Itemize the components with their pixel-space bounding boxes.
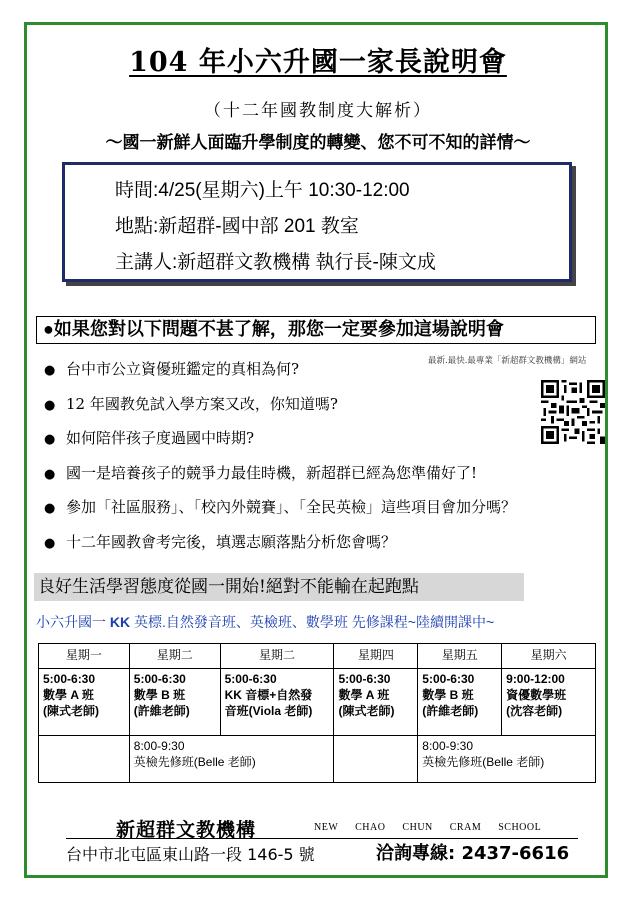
day-header: 星期五: [418, 644, 502, 669]
class-cell: 5:00-6:30 數學 B 班 (許維老師): [129, 669, 220, 736]
day-header: 星期二: [129, 644, 220, 669]
event-info-box: [62, 162, 572, 282]
qr-caption: 最新.最快.最專業「新超群文教機構」網站: [428, 356, 587, 366]
event-place: 地點:新超群-國中部 201 教室: [115, 216, 359, 237]
table-row: [39, 669, 596, 736]
class-cell: 5:00-6:30 數學 A 班 (陳式老師): [334, 669, 418, 736]
bullet-icon: ●: [44, 535, 56, 551]
question-list: [44, 352, 604, 559]
event-time: 時間:4/25(星期六)上午 10:30-12:00: [115, 180, 410, 201]
class-cell: 8:00-9:30 英檢先修班(Belle 老師): [418, 736, 596, 783]
bullet-icon: ●: [44, 466, 56, 482]
empty-cell: [334, 736, 418, 783]
list-item: ● 台中市公立資優班鑑定的真相為何?: [44, 352, 604, 387]
qr-code-icon[interactable]: [541, 380, 605, 444]
bullet-icon: ●: [44, 363, 56, 378]
page-title: 104 年小六升國一家長說明會: [129, 47, 507, 78]
tagline: ～國一新鮮人面臨升學制度的轉變、您不可不知的詳情～: [105, 133, 531, 153]
day-header: 星期四: [334, 644, 418, 669]
day-header: 星期二: [220, 644, 334, 669]
bullet-icon: ●: [44, 397, 56, 413]
page-subtitle: （十二年國教制度大解析）: [204, 101, 432, 121]
footer-address: 台中市北屯區東山路一段 146-5 號: [66, 845, 315, 864]
day-header: 星期六: [502, 644, 596, 669]
table-row: [39, 736, 596, 783]
footer-phone[interactable]: 洽詢專線: 2437-6616: [376, 843, 570, 864]
day-header: 星期一: [39, 644, 130, 669]
course-announcement: 小六升國一 KK 英標.自然發音班、英檢班、數學班 先修課程~陸續開課中~: [36, 614, 495, 630]
empty-cell: [39, 736, 130, 783]
bullet-icon: ●: [44, 501, 56, 516]
list-item: ● 國一是培養孩子的競爭力最佳時機，新超群已經為您準備好了!: [44, 456, 604, 491]
footer-org-name: 新超群文教機構: [116, 819, 257, 841]
bullet-icon: ●: [44, 432, 56, 447]
list-item: ● 12 年國教免試入學方案又改，你知道嗎?: [44, 387, 604, 422]
attend-banner: ●如果您對以下問題不甚了解，那您一定要參加這場說明會: [36, 316, 596, 344]
class-cell: 8:00-9:30 英檢先修班(Belle 老師): [129, 736, 334, 783]
schedule-table: [38, 643, 596, 783]
event-speaker: 主講人:新超群文教機構 執行長-陳文成: [115, 252, 436, 273]
footer-english-name: NEW CHAO CHUN CRAM SCHOOL: [314, 822, 542, 833]
class-cell: 5:00-6:30 數學 A 班 (陳式老師): [39, 669, 130, 736]
class-cell: 5:00-6:30 KK 音標+自然發 音班(Viola 老師): [220, 669, 334, 736]
class-cell: 9:00-12:00 資優數學班 (沈容老師): [502, 669, 596, 736]
slogan-bar: 良好生活學習態度從國一開始!絕對不能輸在起跑點: [34, 573, 524, 601]
table-header-row: [39, 644, 596, 669]
list-item: ● 如何陪伴孩子度過國中時期?: [44, 421, 604, 456]
list-item: ● 參加「社區服務」、「校內外競賽」、「全民英檢」這些項目會加分嗎？: [44, 490, 604, 525]
class-cell: 5:00-6:30 數學 B 班 (許維老師): [418, 669, 502, 736]
list-item: ● 十二年國教會考完後，填選志願落點分析您會嗎？: [44, 525, 604, 560]
